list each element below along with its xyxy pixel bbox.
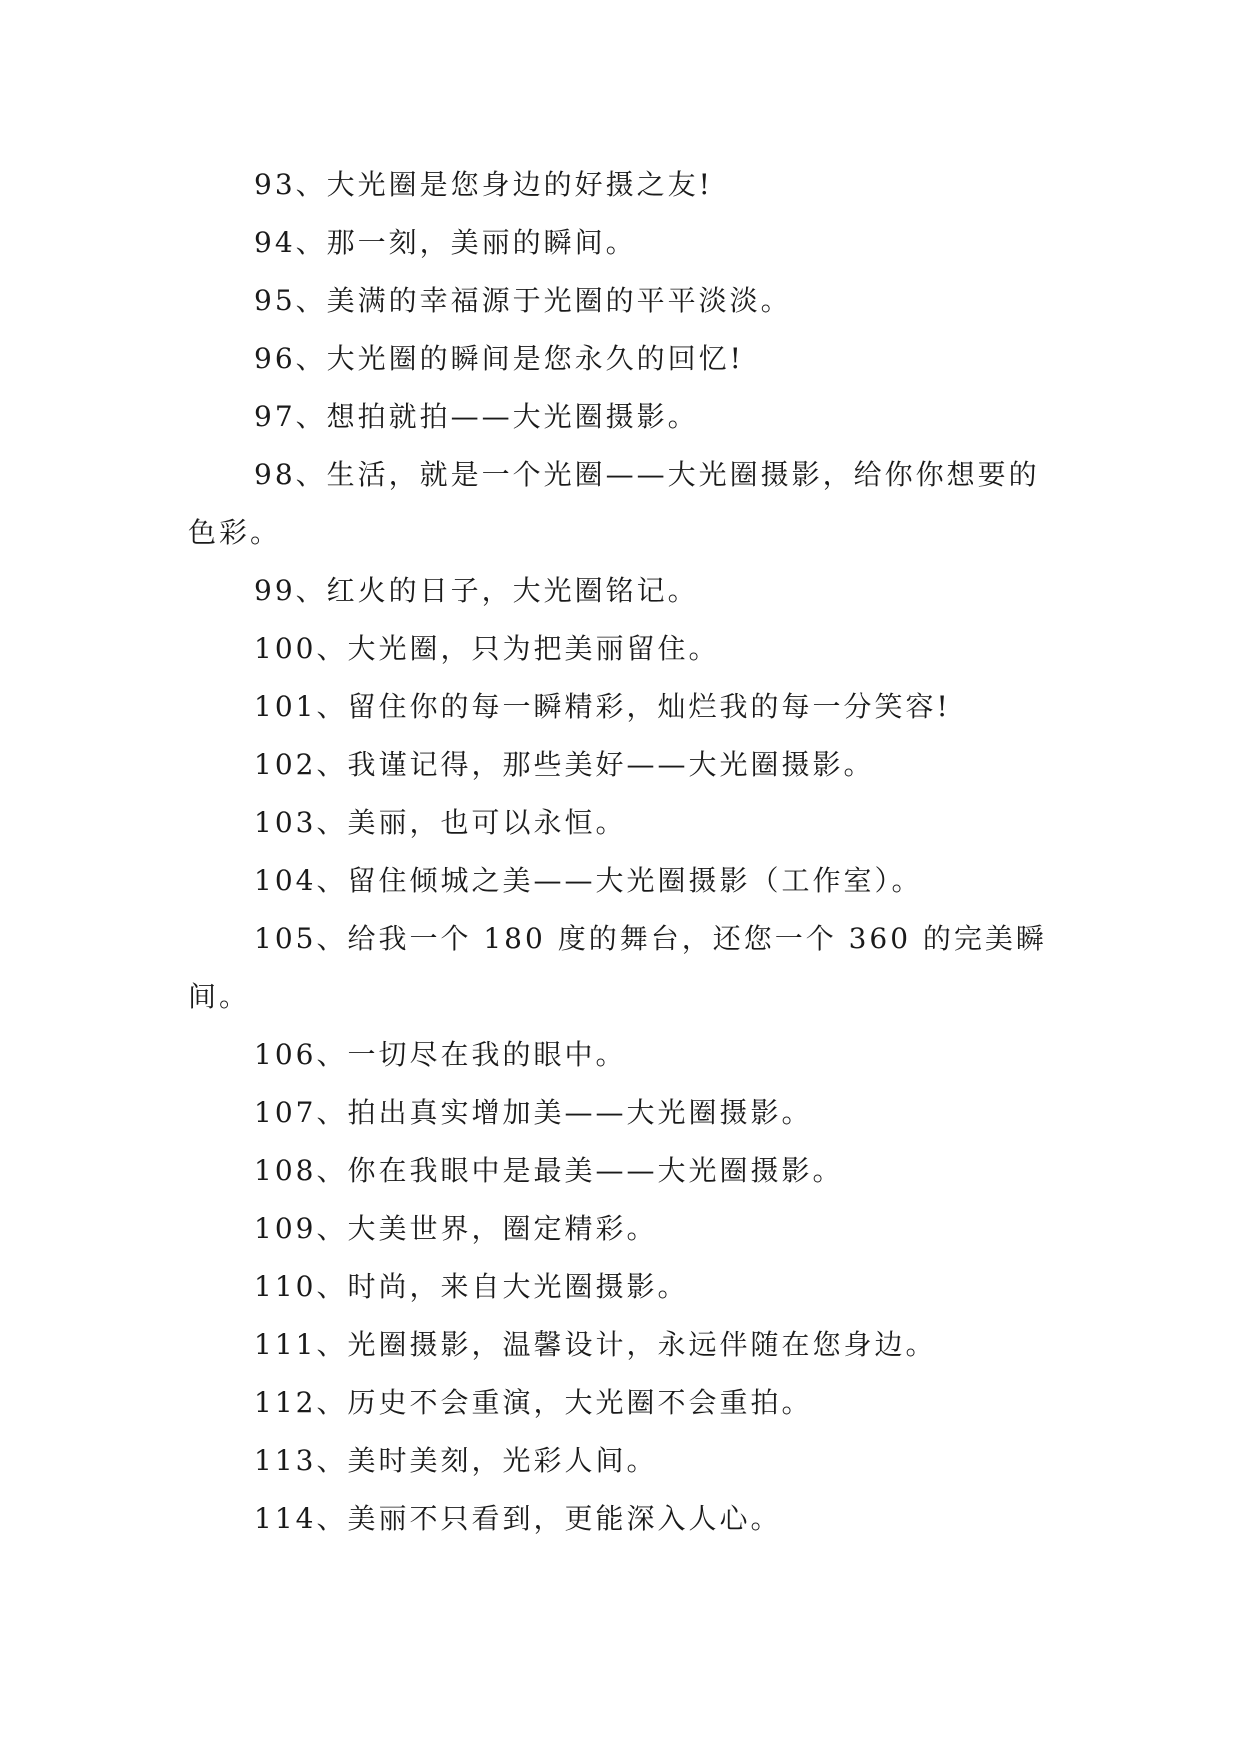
slogan-paragraph: 97、想拍就拍——大光圈摄影。 <box>254 400 699 433</box>
slogan-paragraph: 114、美丽不只看到，更能深入人心。 <box>254 1502 782 1535</box>
slogan-paragraph: 109、大美世界，圈定精彩。 <box>254 1212 658 1245</box>
slogan-paragraph: 111、光圈摄影，温馨设计，永远伴随在您身边。 <box>254 1328 937 1361</box>
slogan-paragraph: 93、大光圈是您身边的好摄之友! <box>254 168 713 201</box>
slogan-paragraph: 104、留住倾城之美——大光圈摄影（工作室）。 <box>254 864 923 897</box>
slogan-paragraph: 95、美满的幸福源于光圈的平平淡淡。 <box>254 284 792 317</box>
slogan-paragraph: 101、留住你的每一瞬精彩，灿烂我的每一分笑容! <box>254 690 951 723</box>
slogan-paragraph: 100、大光圈，只为把美丽留住。 <box>254 632 720 665</box>
slogan-paragraph: 103、美丽，也可以永恒。 <box>254 806 627 839</box>
slogan-paragraph: 110、时尚，来自大光圈摄影。 <box>254 1270 689 1303</box>
slogan-paragraph: 106、一切尽在我的眼中。 <box>254 1038 627 1071</box>
slogan-paragraph: 112、历史不会重演，大光圈不会重拍。 <box>254 1386 813 1419</box>
slogan-paragraph: 107、拍出真实增加美——大光圈摄影。 <box>254 1096 813 1129</box>
slogan-paragraph: 108、你在我眼中是最美——大光圈摄影。 <box>254 1154 844 1187</box>
slogan-paragraph: 96、大光圈的瞬间是您永久的回忆! <box>254 342 744 375</box>
slogan-paragraph: 99、红火的日子，大光圈铭记。 <box>254 574 699 607</box>
slogan-paragraph: 94、那一刻，美丽的瞬间。 <box>254 226 637 259</box>
slogan-paragraph: 98、生活，就是一个光圈——大光圈摄影，给你你想要的色彩。 <box>188 458 1040 549</box>
slogan-paragraph: 113、美时美刻，光彩人间。 <box>254 1444 658 1477</box>
slogan-paragraph: 105、给我一个 180 度的舞台，还您一个 360 的完美瞬间。 <box>188 922 1047 1013</box>
document-body <box>188 156 1052 1548</box>
slogan-paragraph: 102、我谨记得，那些美好——大光圈摄影。 <box>254 748 875 781</box>
